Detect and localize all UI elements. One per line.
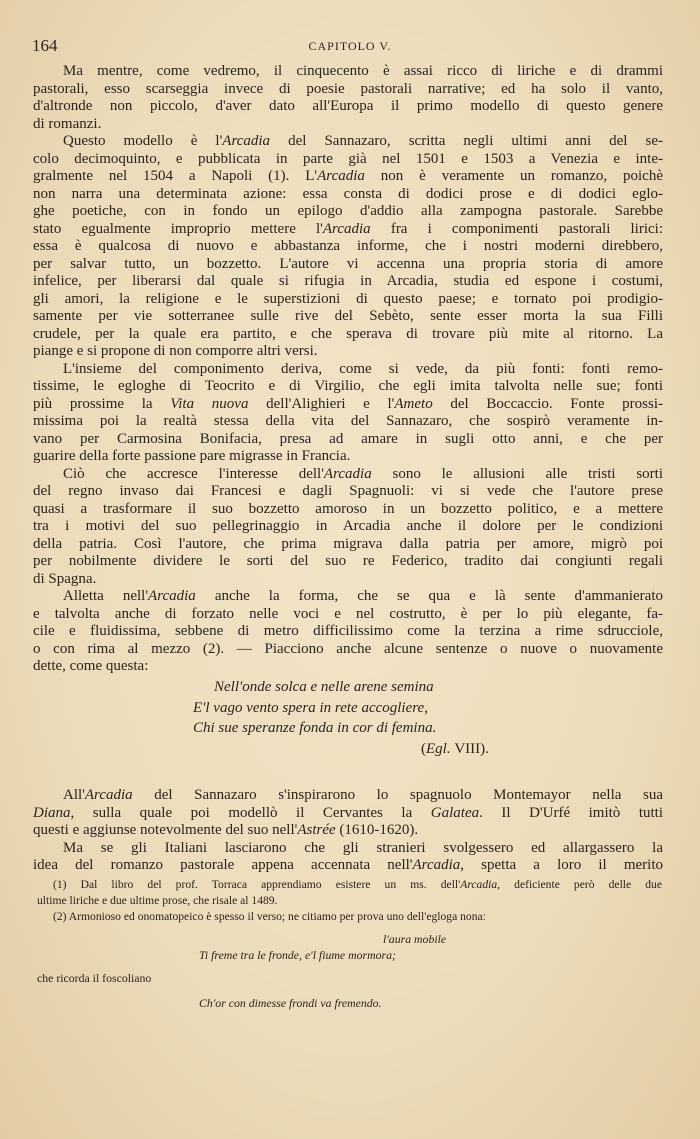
text-run: o con rima al mezzo (2). — Piacciono anche alcune sentenze o nuove o nuovamente	[33, 640, 663, 657]
text-run: del Sannazaro s'inspirarono lo spagnuolo Montemayor nella sua	[132, 787, 663, 803]
text-line	[33, 343, 663, 361]
text-line	[33, 151, 663, 169]
text-run: (1) Dal libro del prof. Torraca apprendiamo esistere un ms. dell'	[53, 878, 461, 891]
italic-title: Arcadia	[84, 787, 133, 803]
text-line	[33, 658, 663, 676]
text-line	[33, 186, 663, 204]
text-run: All'	[63, 787, 85, 803]
text-run: ultime liriche e due ultime prose, che risale al 1489.	[37, 894, 278, 907]
text-run: quasi a trasformare il suo bozzetto amoroso in un bozzetto politico, e a mettere	[33, 500, 663, 517]
text-line	[33, 238, 663, 256]
text-run: crudele, per la quale era partito, e che sperava di trovare più mite al ritorno. La	[33, 325, 663, 342]
text-run: gli amori, la religione e le superstizioni di questo paese; e tornato poi prodigio-	[33, 290, 663, 307]
text-line	[33, 518, 663, 536]
footnote-verse-line: l'aura mobile	[383, 932, 447, 946]
text-run: Ciò che accresce l'interesse dell'	[63, 465, 324, 482]
italic-title: Diana	[33, 804, 71, 821]
quote-line: Chi sue speranze fonda in cor di femina.	[193, 720, 437, 736]
text-run: Ma mentre, come vedremo, il cinquecento è assai ricco di liriche e di drammi	[63, 63, 663, 79]
text-line	[33, 448, 663, 466]
text-run: , deficiente però delle due	[497, 878, 662, 891]
text-line	[33, 641, 663, 659]
text-line	[33, 805, 663, 823]
text-run: , spetta a loro il merito	[460, 857, 663, 873]
text-line	[33, 133, 663, 151]
text-run: di Spagna.	[33, 570, 97, 587]
text-run: missima poi la realtà stessa della vita del Sannazaro, che sospirò veramente in-	[33, 413, 663, 429]
text-run: essa è qualcosa di nuovo e abbastanza informe, che i nostri moderni direbbero,	[33, 238, 663, 254]
italic-title: Astrée	[297, 822, 336, 838]
text-run: per salvar tutto, un bozzetto. L'autore vi accenna una propria storia di amore	[33, 255, 663, 272]
text-line	[33, 571, 663, 589]
text-run: samente per vie sotterranee sulle rive del Sebèto, sente esser morta la sua Filli	[33, 308, 663, 324]
italic-title: Ameto	[394, 395, 433, 412]
text-run: tissime, le egloghe di Teocrito e di Virgilio, che egli imita talvolta nelle sue; fonti	[33, 378, 663, 394]
text-run: L'insieme del componimento deriva, come si vede, da più fonti: fonti remo-	[63, 360, 663, 377]
text-line	[33, 553, 663, 571]
text-run: di romanzi.	[33, 115, 102, 132]
text-run: , sulla quale poi modellò il Cervantes la	[70, 804, 431, 821]
text-line	[33, 466, 663, 484]
text-run: dell'Alighieri e l'	[248, 395, 395, 412]
text-run: colo decimoquinto, e pubblicata in parte già nel 1501 e 1503 a Venezia e inte-	[33, 150, 663, 167]
text-line	[33, 822, 663, 840]
text-line	[33, 63, 663, 81]
body-text-top	[33, 63, 663, 676]
text-run: pastorali, esso scarseggia invece di poesie pastorali narrative; ed ha solo il vanto,	[33, 80, 663, 97]
running-header: CAPITOLO V.	[308, 39, 392, 53]
text-run: anche la forma, che se qua e là sente d'ammanierato	[195, 588, 664, 604]
text-line	[33, 361, 663, 379]
footnote-verse-line: Ch'or con dimesse frondi va fremendo.	[199, 996, 382, 1010]
text-run: del Sannazaro, scritta negli ultimi anni del se-	[270, 133, 663, 149]
italic-title: Arcadia	[322, 220, 371, 237]
quote-line: E'l vago vento spera in rete accogliere,	[193, 700, 428, 716]
text-run: (1610-1620).	[335, 822, 419, 838]
page-number: 164	[32, 36, 58, 55]
text-line	[33, 256, 663, 274]
text-run: dette, come questa:	[33, 658, 149, 674]
quote-source-close: ).	[480, 741, 489, 757]
text-line	[33, 536, 663, 554]
text-line	[33, 840, 663, 858]
text-line	[33, 168, 663, 186]
text-run: piange e si propone di non comporre altri versi.	[33, 343, 318, 359]
text-line	[33, 98, 663, 116]
text-run: non è veramente un romanzo, poichè	[364, 168, 663, 184]
quote-line: Nell'onde solca e nelle arene semina	[214, 679, 434, 695]
text-run: Ma se gli Italiani lasciarono che gli stranieri svolgessero ed allargassero la	[63, 839, 663, 856]
quote-source-number: VIII	[454, 741, 481, 757]
quote-source-open: (	[421, 741, 426, 757]
text-run: d'altronde non piccolo, d'aver dato all'Europa il primo modello di questo genere	[33, 98, 663, 114]
text-run: e talvolta anche di forzato nelle voci e nel costrutto, è per lo più elegante, fa-	[33, 605, 663, 622]
text-run: cile e fluidissima, sebbene di metro difficilissimo come la terzina a rime sdrucciole,	[33, 623, 663, 639]
text-run: della patria. Così l'autore, che prima migrava dalla patria per amore, migrò poi	[33, 535, 663, 552]
text-run: più prossime la	[33, 395, 171, 412]
text-line	[33, 857, 663, 875]
text-line	[37, 877, 662, 893]
text-line	[33, 291, 663, 309]
text-line	[33, 81, 663, 99]
text-line	[33, 378, 663, 396]
italic-title: Vita nuova	[170, 395, 249, 412]
text-line	[33, 273, 663, 291]
text-line	[33, 326, 663, 344]
text-line	[33, 623, 663, 641]
text-run: idea del romanzo pastorale appena accennata nell'	[33, 857, 413, 873]
text-line	[33, 787, 663, 805]
text-run: per nobilmente dividere le sorti del suo re Federico, tradito dai congiunti regali	[33, 553, 663, 569]
text-line	[33, 483, 663, 501]
text-line	[33, 413, 663, 431]
text-run: del Boccaccio. Fonte prossi-	[432, 395, 663, 412]
text-line	[33, 221, 663, 239]
body-text-bottom	[33, 787, 663, 875]
text-line	[37, 909, 662, 925]
text-line	[33, 396, 663, 414]
text-run: guarire della forte passione pare migrasse in Francia.	[33, 448, 351, 464]
text-run: . Il D'Urfé imitò tutti	[479, 804, 663, 821]
text-run: fra i componimenti pastorali lirici:	[370, 220, 664, 237]
text-line	[33, 606, 663, 624]
italic-title: Arcadia	[460, 878, 498, 891]
italic-title: Arcadia	[222, 133, 271, 149]
quote-source-abbr: Egl.	[426, 741, 451, 757]
text-line	[33, 308, 663, 326]
footnote-verse-line: Ti freme tra le fronde, e'l fiume mormora;	[199, 948, 396, 962]
text-run: vano per Carmosina Bonifacia, presa ad amare in sugli otto anni, e che per	[33, 430, 663, 447]
text-line	[37, 893, 662, 909]
italic-title: Arcadia	[317, 168, 365, 184]
text-run: sono le allusioni alle tristi sorti	[371, 465, 664, 482]
text-run: ghe poetiche, con in fondo un epilogo d'addio alla zampogna pastorale. Sarebbe	[33, 203, 663, 219]
text-line	[33, 203, 663, 221]
italic-title: Arcadia	[323, 465, 372, 482]
italic-title: Galatea	[430, 804, 480, 821]
text-line	[33, 116, 663, 134]
text-line	[33, 501, 663, 519]
quote-source	[421, 739, 489, 760]
footnotes	[37, 877, 662, 925]
text-line	[33, 431, 663, 449]
text-run: (2) Armonioso ed onomatopeico è spesso il verso; ne citiamo per prova uno dell'egloga nona:	[53, 910, 486, 923]
text-run: infelice, per liberarsi dal quale si rifugia in Arcadia, studia ed espone i costumi,	[33, 273, 663, 289]
italic-title: Arcadia	[148, 588, 196, 604]
text-run: del regno invaso dai Francesi e dagli Spagnuoli: vi si vede che l'autore prese	[33, 483, 663, 499]
text-run: Questo modello è l'	[63, 133, 223, 149]
text-run: tra i motivi del suo pellegrinaggio in Arcadia anche il dolore per le condizioni	[33, 518, 663, 534]
text-line	[33, 588, 663, 606]
text-run: stato egualmente improprio mettere l'	[33, 220, 323, 237]
text-run: gralmente nel 1504 a Napoli (1). L'	[33, 168, 318, 184]
text-run: questi e aggiunse notevolmente del suo nell'	[33, 822, 298, 838]
text-run: non narra una determinata azione: essa consta di dodici prose e di dodici eglo-	[33, 185, 663, 202]
footnote-text: che ricorda il foscoliano	[37, 971, 152, 985]
text-run: Alletta nell'	[63, 588, 149, 604]
italic-title: Arcadia	[412, 857, 461, 873]
